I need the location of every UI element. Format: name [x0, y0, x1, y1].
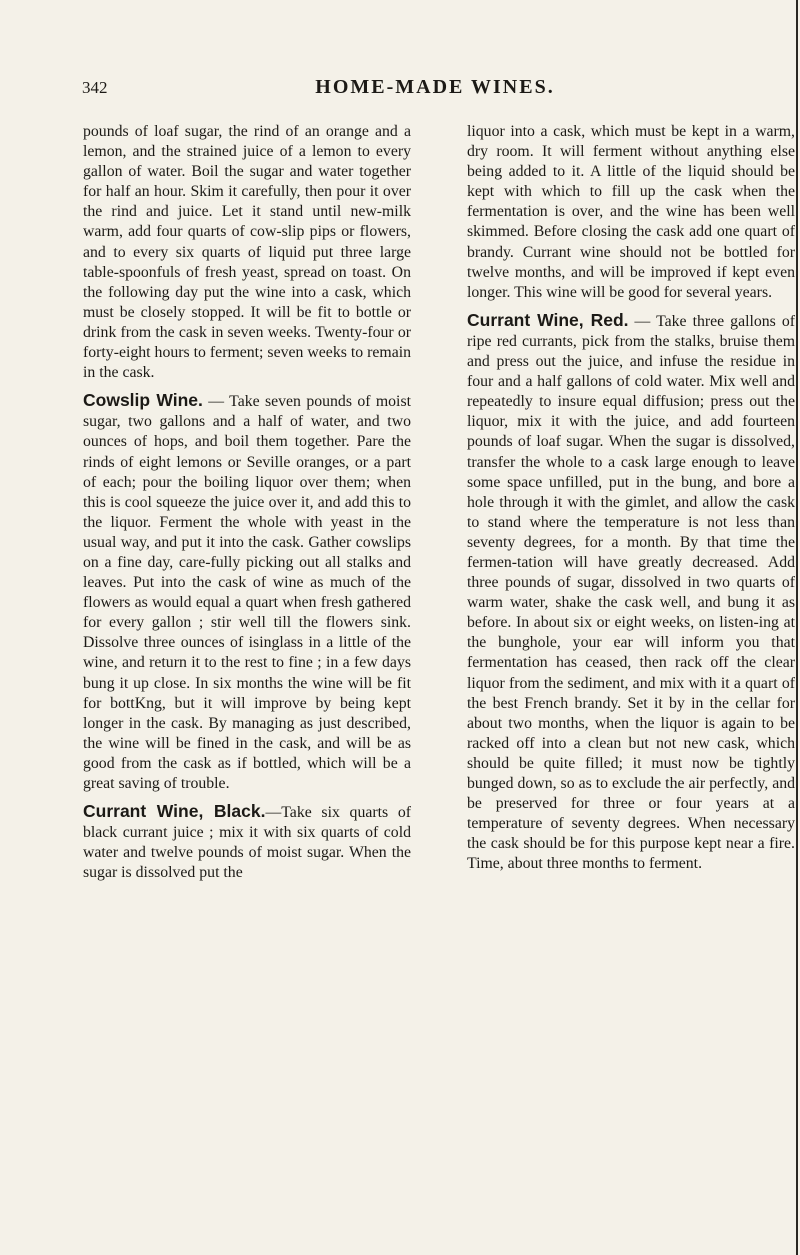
- page-edge-rule: [796, 0, 798, 1255]
- red-currant-wine-recipe: [467, 310, 795, 875]
- cowslip-wine-heading: Cowslip Wine.: [83, 390, 203, 411]
- black-currant-wine-recipe: [83, 801, 411, 883]
- continued-paragraph: pounds of loaf sugar, the rind of an orange and a lemon, and the strained juice of a lemon to every gallon of water. Boil the sugar and water together for half an hour. Skim it carefully, then pour it over the rind and juice. Let it stand until new-milk warm, add four quarts of cow-slip pips or flowers, and to every six quarts of liquid put three large table-spoonfuls of fresh yeast, spread on toast. On the following day put the wine into a cask, which must be closely stopped. It will be fit to bottle or drink from the cask in seven weeks. Twenty-four or forty-eight hours to ferment; seven weeks to remain in the cask.: [83, 123, 411, 382]
- left-column: [83, 122, 411, 890]
- black-currant-wine-text: —Take six quarts of black currant juice ; mix it with six quarts of cold water and twelve pounds of moist sugar. When the sugar is dissolved put the: [83, 804, 411, 882]
- red-currant-wine-heading: Currant Wine, Red.: [467, 309, 629, 330]
- cowslip-wine-recipe: [83, 390, 411, 794]
- black-currant-wine-heading: Currant Wine, Black.: [83, 801, 266, 822]
- right-column: [467, 122, 795, 881]
- page-header: [82, 70, 788, 110]
- black-currant-continued: liquor into a cask, which must be kept in a warm, dry room. It will ferment without anything else being added to it. A little of the liquid should be kept with which to fill up the cask when the fermentation is over, and the wine has been well skimmed. Before closing the cask add one quart of brandy. Currant wine should not be bottled for twelve months, and will be improved if kept even longer. This wine will be good for several years.: [467, 123, 795, 301]
- red-currant-wine-text: — Take three gallons of ripe red currants, pick from the stalks, bruise them and press out the juice, and infuse the residue in four and a half gallons of cold water. Mix well and repeatedly to insure equal diffusion; press out the liquor, mix it with the juice, and add fourteen pounds of loaf sugar. When the sugar is dissolved, transfer the whole to a cask large enough to leave some space unfilled, put in the bung, and bore a hole through it with the gimlet, and allow the cask to stand where the temperature is not less than seventy degrees, for a month. By that time the fermen-tation will have greatly decreased. Add three pounds of sugar, dissolved in two quarts of warm water, shake the cask well, and bung it as before. In about six or eight weeks, on listen-ing at the bunghole, your ear will inform you that fermentation has ceased, then rack off the clear liquor from the sediment, and mix with it a quart of the best French brandy. Set it by in the cellar for about two months, when the liquor is again to be racked off into a clean but not new cask, which should be quite filled; it must now be tightly bunged down, so as to exclude the air perfectly, and be preserved for three or four years at a temperature of seventy degrees. When necessary the cask should be for this purpose kept near a fire. Time, about three months to ferment.: [467, 312, 795, 873]
- cowslip-wine-text: — Take seven pounds of moist sugar, two gallons and a half of water, and two ounces of hops, and boil them together. Pare the rinds of eight lemons or Seville oranges, or a part of each; pour the boiling liquor over them; when this is cool squeeze the juice over it, and add this to the liquor. Ferment the whole with yeast in the usual way, and put it into the cask. Gather cowslips on a fine day, care-fully picking out all stalks and leaves. Put into the cask of wine as much of the flowers as would equal a quart when fresh gathered for every gallon ; stir well till the flowers sink. Dissolve three ounces of isinglass in a little of the wine, and return it to the rest to fine ; in a few days bung it up close. In six months the wine will be fit for bottKng, but it will improve by being kept longer in the cask. By managing as just described, the wine will be fined in the cask, and will be as good from the cask as if bottled, which will be a great saving of trouble.: [83, 393, 411, 792]
- page-number: 342: [82, 78, 108, 97]
- running-title: HOME-MADE WINES.: [315, 76, 555, 98]
